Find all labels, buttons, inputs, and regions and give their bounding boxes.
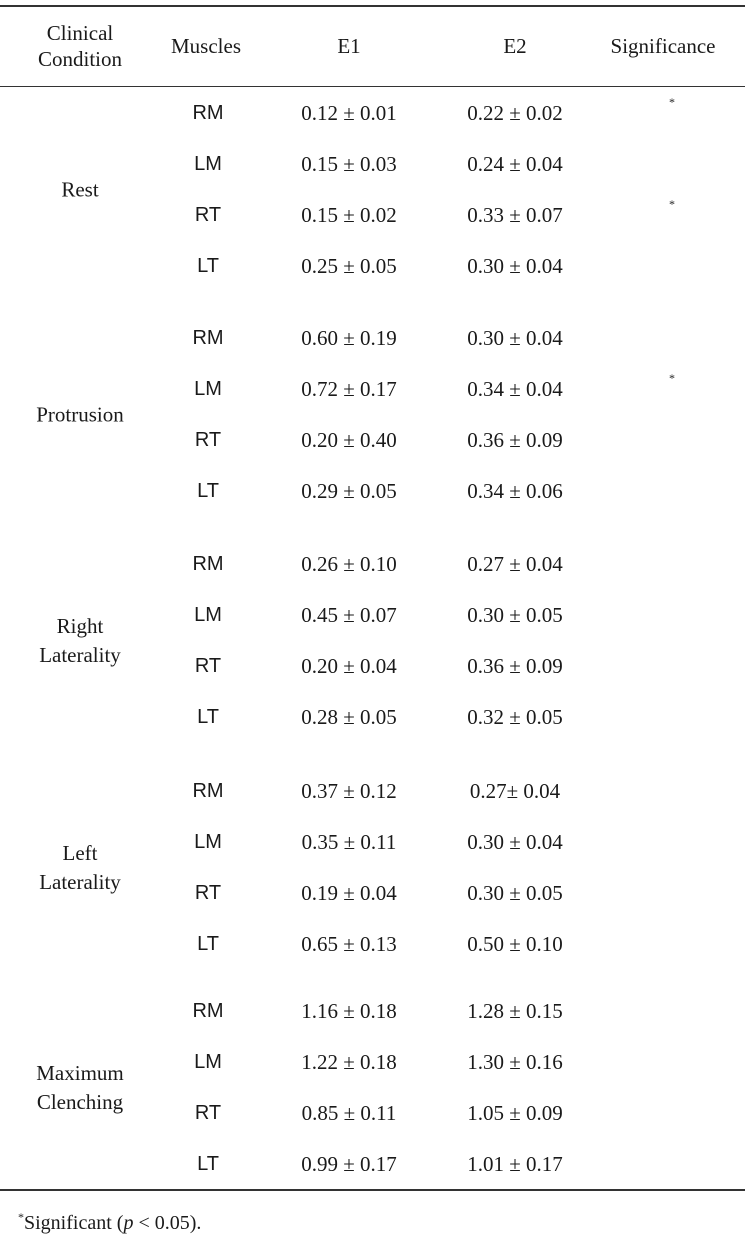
significance-marker: * [669, 371, 675, 385]
e2-value-cell: 0.34 ± 0.06 [467, 479, 563, 503]
e2-value-cell: 0.50 ± 0.10 [467, 932, 563, 956]
muscle-cell: LM [194, 1051, 222, 1073]
muscle-cell: RT [194, 655, 222, 677]
e1-value-cell: 0.99 ± 0.17 [301, 1152, 397, 1176]
e2-value-cell: 0.36 ± 0.09 [467, 428, 563, 452]
e2-value-cell: 0.27± 0.04 [469, 779, 561, 803]
e2-value-cell: 0.34 ± 0.04 [467, 377, 563, 401]
muscle-cell: RM [192, 553, 224, 575]
e2-value-cell: 1.01 ± 0.17 [467, 1152, 563, 1176]
muscle-cell: LT [197, 706, 219, 728]
e2-value-cell: 0.30 ± 0.04 [467, 326, 563, 350]
footnote-mark: * [18, 1210, 24, 1224]
header-significance: Significance [610, 34, 716, 58]
e1-value-cell: 0.19 ± 0.04 [301, 881, 397, 905]
muscle-cell: RM [192, 780, 224, 802]
muscle-cell: LT [197, 255, 219, 277]
table-header-rule [0, 86, 745, 87]
e1-value-cell: 0.28 ± 0.05 [301, 705, 397, 729]
significance-marker: * [669, 197, 675, 211]
e1-value-cell: 0.20 ± 0.40 [301, 428, 397, 452]
muscle-cell: LT [197, 933, 219, 955]
significance-marker: * [669, 95, 675, 109]
muscle-cell: LT [197, 480, 219, 502]
footnote-p-symbol: p [123, 1212, 134, 1234]
e1-value-cell: 0.35 ± 0.11 [301, 830, 397, 854]
header-e1: E1 [337, 34, 361, 58]
e1-value-cell: 0.60 ± 0.19 [301, 326, 397, 350]
condition-label-line: Right [56, 613, 104, 638]
condition-label-line: Laterality [39, 642, 121, 667]
e2-value-cell: 0.27 ± 0.04 [467, 552, 563, 576]
e2-value-cell: 0.30 ± 0.04 [467, 830, 563, 854]
header-muscles: Muscles [171, 34, 241, 58]
muscle-cell: LT [197, 1153, 219, 1175]
muscle-cell: RT [194, 1102, 222, 1124]
e1-value-cell: 0.15 ± 0.03 [301, 152, 397, 176]
muscle-cell: RM [192, 327, 224, 349]
condition-label-line: Clenching [36, 1089, 124, 1114]
muscle-cell: RT [194, 882, 222, 904]
muscle-cell: LM [194, 831, 222, 853]
muscle-cell: RT [194, 429, 222, 451]
table-top-rule [0, 5, 745, 7]
e2-value-cell: 0.24 ± 0.04 [467, 152, 563, 176]
condition-label [61, 175, 98, 204]
e1-value-cell: 0.72 ± 0.17 [301, 377, 397, 401]
e2-value-cell: 0.36 ± 0.09 [467, 654, 563, 678]
footnote [18, 1205, 201, 1235]
e1-value-cell: 0.37 ± 0.12 [301, 779, 397, 803]
e1-value-cell: 1.22 ± 0.18 [301, 1050, 397, 1074]
table-bottom-rule [0, 1189, 745, 1191]
header-clinical-condition [38, 20, 122, 72]
e2-value-cell: 1.28 ± 0.15 [467, 999, 563, 1023]
e1-value-cell: 0.45 ± 0.07 [301, 603, 397, 627]
e1-value-cell: 1.16 ± 0.18 [301, 999, 397, 1023]
e2-value-cell: 0.30 ± 0.05 [467, 603, 563, 627]
muscle-cell: LM [194, 153, 222, 175]
muscle-cell: LM [194, 604, 222, 626]
condition-label-line: Laterality [39, 869, 121, 894]
condition-label [39, 612, 121, 670]
e2-value-cell: 0.30 ± 0.04 [467, 254, 563, 278]
header-clinical-condition-line2: Condition [37, 47, 123, 71]
e1-value-cell: 0.25 ± 0.05 [301, 254, 397, 278]
condition-label [39, 839, 121, 897]
condition-label-line: Rest [61, 177, 99, 201]
muscle-cell: RM [192, 102, 224, 124]
e2-value-cell: 0.32 ± 0.05 [467, 705, 563, 729]
e2-value-cell: 1.30 ± 0.16 [467, 1050, 563, 1074]
condition-label [36, 400, 124, 429]
e1-value-cell: 0.12 ± 0.01 [301, 101, 397, 125]
e2-value-cell: 0.33 ± 0.07 [467, 203, 563, 227]
footnote-text-before: Significant ( [24, 1212, 124, 1234]
muscle-cell: RT [194, 204, 222, 226]
muscle-cell: LM [194, 378, 222, 400]
header-clinical-condition-line1: Clinical [46, 21, 114, 45]
e1-value-cell: 0.85 ± 0.11 [301, 1101, 397, 1125]
condition-label-line: Maximum [36, 1060, 124, 1085]
muscle-cell: RM [192, 1000, 224, 1022]
e2-value-cell: 0.22 ± 0.02 [467, 101, 563, 125]
e1-value-cell: 0.65 ± 0.13 [301, 932, 397, 956]
e1-value-cell: 0.29 ± 0.05 [301, 479, 397, 503]
header-e2: E2 [503, 34, 527, 58]
condition-label [36, 1059, 124, 1117]
footnote-text-after: < 0.05). [133, 1212, 202, 1234]
condition-label-line: Left [62, 840, 98, 865]
e2-value-cell: 1.05 ± 0.09 [467, 1101, 563, 1125]
e1-value-cell: 0.20 ± 0.04 [301, 654, 397, 678]
e1-value-cell: 0.15 ± 0.02 [301, 203, 397, 227]
condition-label-line: Protrusion [36, 402, 124, 426]
e2-value-cell: 0.30 ± 0.05 [467, 881, 563, 905]
e1-value-cell: 0.26 ± 0.10 [301, 552, 397, 576]
